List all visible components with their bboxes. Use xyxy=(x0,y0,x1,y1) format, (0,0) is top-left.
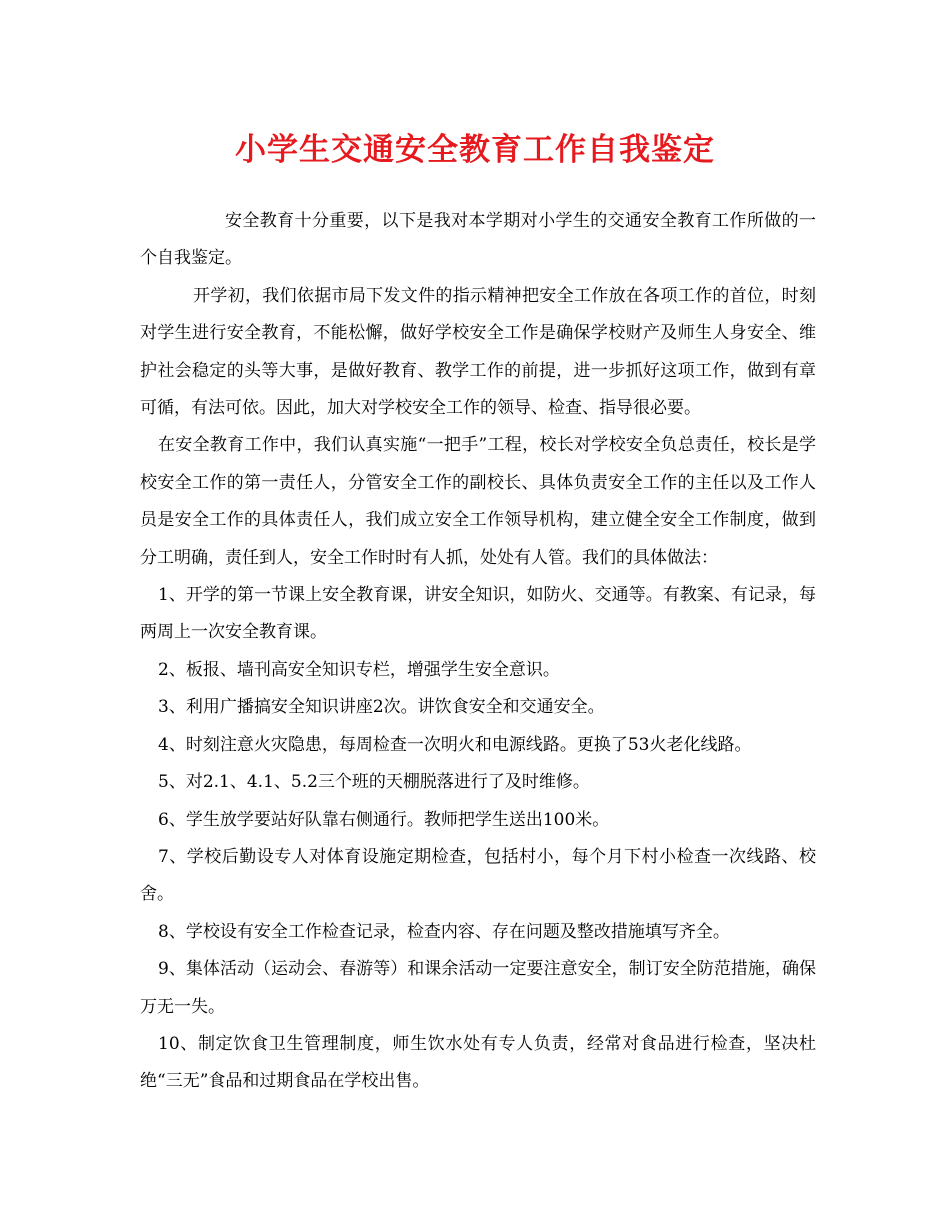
list-item: 9、集体活动（运动会、春游等）和课余活动一定要注意安全，制订安全防范措施，确保万无一失。 xyxy=(140,959,816,1017)
list-item: 3、利用广播搞安全知识讲座2次。讲饮食安全和交通安全。 xyxy=(158,697,605,718)
intro-paragraph: 安全教育十分重要，以下是我对本学期对小学生的交通安全教育工作所做的一个自我鉴定。 xyxy=(140,211,816,269)
list-item: 5、对2.1、4.1、5.2三个班的天棚脱落进行了及时维修。 xyxy=(158,772,590,793)
list-item: 4、时刻注意火灾隐患，每周检查一次明火和电源线路。更换了53火老化线路。 xyxy=(158,734,752,755)
list-item: 1、开学的第一节课上安全教育课，讲安全知识，如防火、交通等。有教案、有记录，每两周上一次安全教育课。 xyxy=(140,585,816,643)
list-item: 8、学校设有安全工作检查记录，检查内容、存在问题及整改措施填写齐全。 xyxy=(158,921,730,942)
paragraph-responsibility: 在安全教育工作中，我们认真实施“一把手”工程，校长对学校安全负总责任，校长是学校安全工作的第一责任人，分管安全工作的副校长、具体负责安全工作的主任以及工作人员是安全工作的具体责任人，我们成立安全工作领导机构，建立健全安全工作制度，做到分工明确，责任到人，安全工作时时有人抓，处处有人管。我们的具体做法： xyxy=(140,435,816,568)
document-title: 小学生交通安全教育工作自我鉴定 xyxy=(235,132,715,168)
list-item: 7、学校后勤设专人对体育设施定期检查，包括村小，每个月下村小检查一次线路、校舍。 xyxy=(140,846,816,905)
list-item: 10、制定饮食卫生管理制度，师生饮水处有专人负责，经常对食品进行检查，坚决杜绝“三无”食品和过期食品在学校出售。 xyxy=(140,1033,816,1092)
list-item: 6、学生放学要站好队靠右侧通行。教师把学生送出100米。 xyxy=(158,809,610,830)
list-item: 2、板报、墙刊高安全知识专栏，增强学生安全意识。 xyxy=(158,659,560,680)
paragraph-opening: 开学初，我们依据市局下发文件的指示精神把安全工作放在各项工作的首位，时刻对学生进行安全教育，不能松懈，做好学校安全工作是确保学校财产及师生人身安全、维护社会稳定的头等大事，是做好教育、教学工作的前提，进一步抓好这项工作，做到有章可循，有法可依。因此，加大对学校安全工作的领导、检查、指导很必要。 xyxy=(140,285,816,419)
document-body xyxy=(140,203,816,1101)
